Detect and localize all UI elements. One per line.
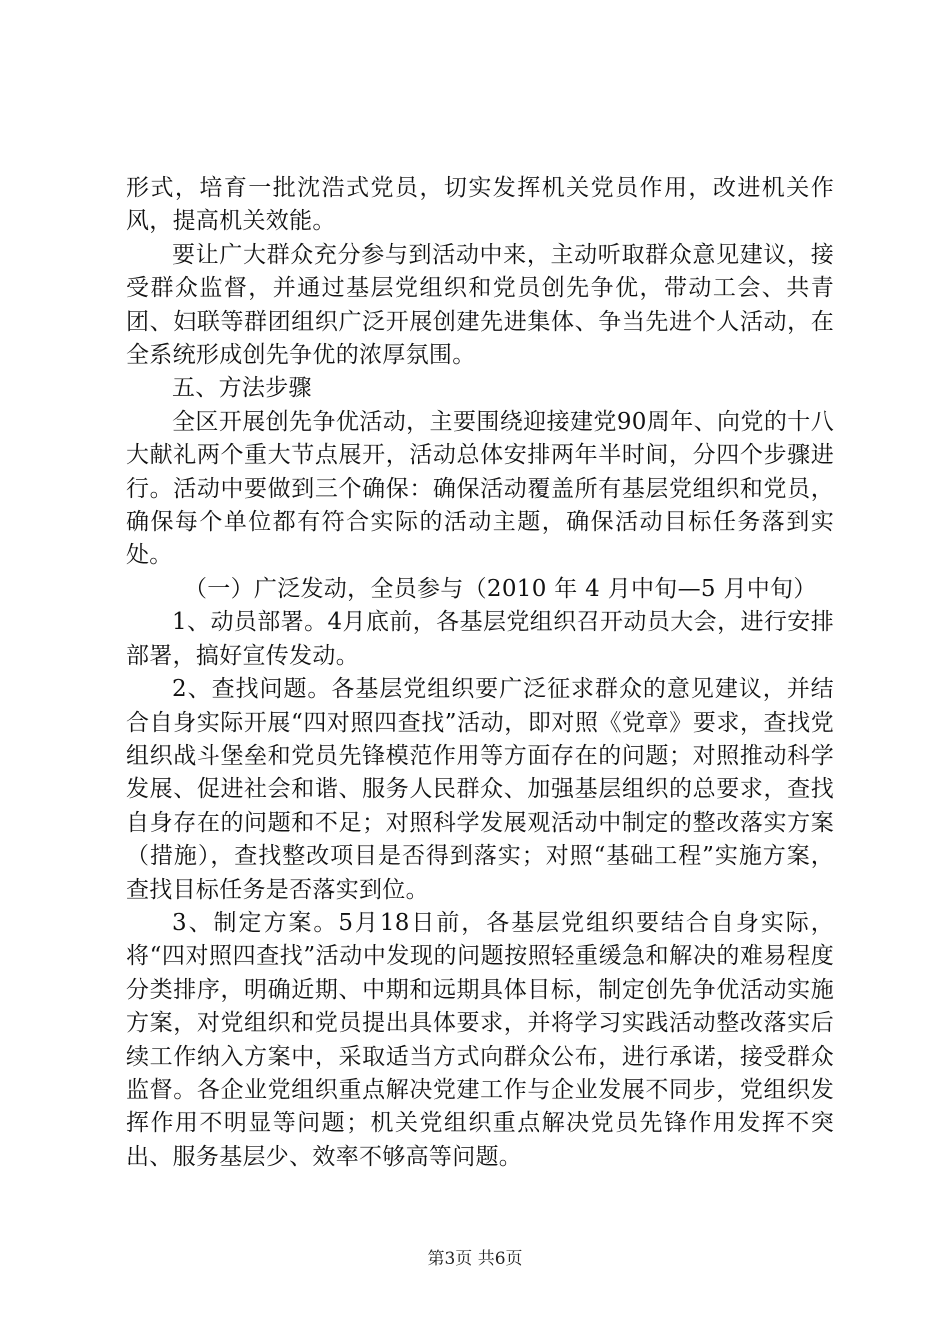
- paragraph-continuation: 形式，培育一批沈浩式党员，切实发挥机关党员作用，改进机关作风，提高机关效能。: [126, 175, 834, 235]
- page-number-footer: 第3页 共6页: [427, 1249, 523, 1269]
- paragraph-step-1: 1、动员部署。4月底前，各基层党组织召开动员大会，进行安排部署，搞好宣传发动。: [126, 609, 834, 669]
- paragraph-step-3: 3、制定方案。5月18日前，各基层党组织要结合自身实际，将“四对照四查找”活动中发现的问题按照轻重缓急和解决的难易程度分类排序，明确近期、中期和远期具体目标，制定创先争优活动实施方案，对党组织和党员提出具体要求，并将学习实践活动整改落实后续工作纳入方案中，采取适当方式向群众公布，进行承诺，接受群众监督。各企业党组织重点解决党建工作与企业发展不同步，党组织发挥作用不明显等问题；机关党组织重点解决党员先锋作用发挥不突出、服务基层少、效率不够高等问题。: [126, 909, 834, 1170]
- document-body: [126, 172, 834, 1174]
- subsection-heading-mobilization: （一）广泛发动，全员参与（2010 年 4 月中旬—5 月中旬）: [184, 575, 817, 602]
- section-heading-methods: 五、方法步骤: [172, 375, 312, 402]
- paragraph-overall-arrangement: 全区开展创先争优活动，主要围绕迎接建党90周年、向党的十八大献礼两个重大节点展开，活动总体安排两年半时间，分四个步骤进行。活动中要做到三个确保：确保活动覆盖所有基层党组织和党员，确保每个单位都有符合实际的活动主题，确保活动目标任务落到实处。: [126, 408, 834, 569]
- paragraph-mass-participation: 要让广大群众充分参与到活动中来，主动听取群众意见建议，接受群众监督，并通过基层党组织和党员创先争优，带动工会、共青团、妇联等群团组织广泛开展创建先进集体、争当先进个人活动，在全系统形成创先争优的浓厚氛围。: [126, 241, 834, 369]
- paragraph-step-2: 2、查找问题。各基层党组织要广泛征求群众的意见建议，并结合自身实际开展“四对照四查找”活动，即对照《党章》要求，查找党组织战斗堡垒和党员先锋模范作用等方面存在的问题；对照推动科学发展、促进社会和谐、服务人民群众、加强基层组织的总要求，查找自身存在的问题和不足；对照科学发展观活动中制定的整改落实方案（措施），查找整改项目是否得到落实；对照“基础工程”实施方案，查找目标任务是否落实到位。: [126, 676, 834, 903]
